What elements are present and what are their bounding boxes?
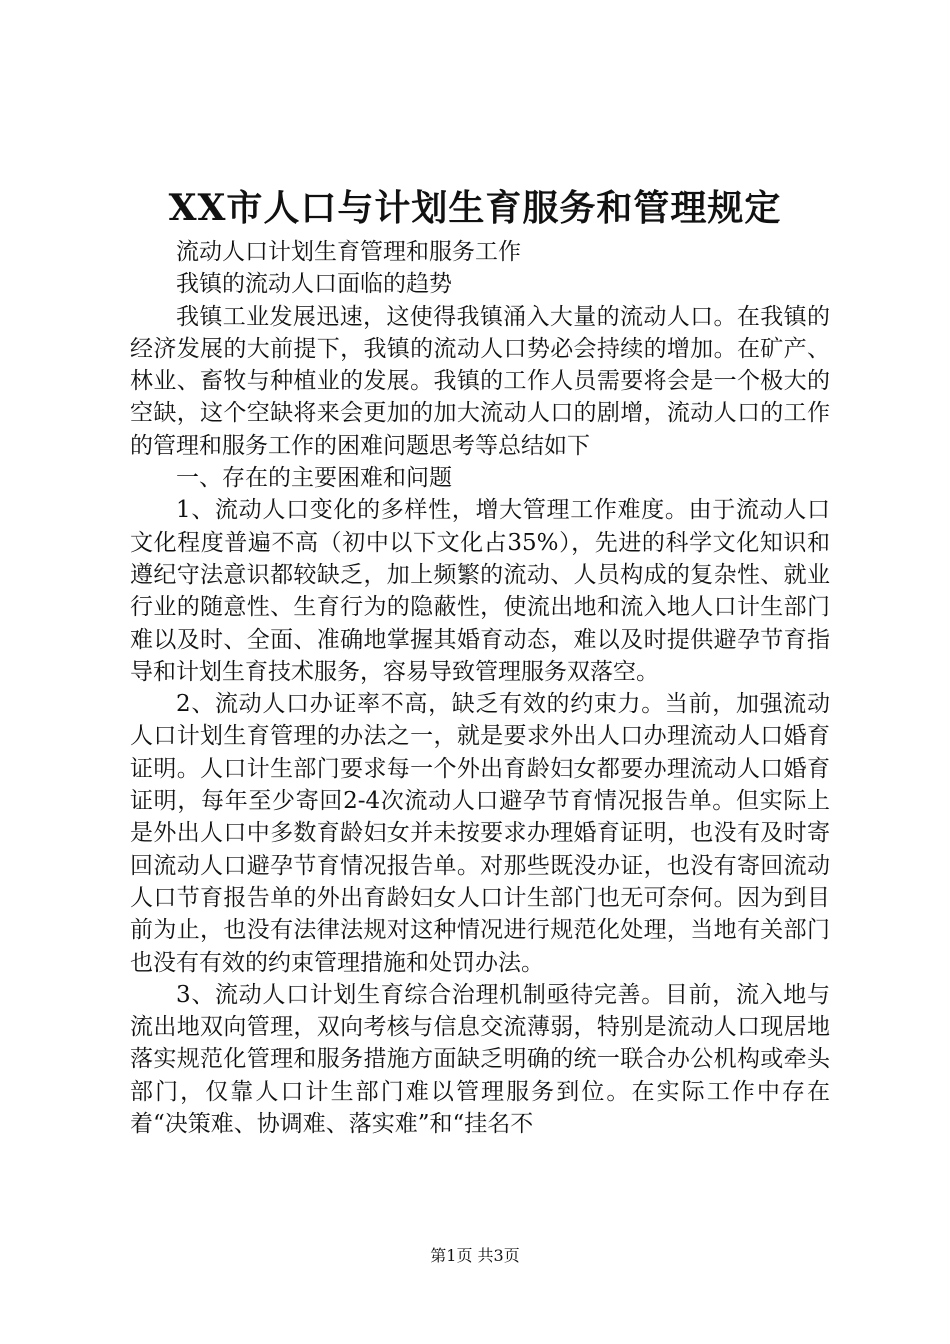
section-heading: 一、存在的主要困难和问题	[176, 465, 452, 492]
paragraph-subheading: 我镇的流动人口面临的趋势	[176, 271, 452, 298]
paragraph: 3、流动人口计划生育综合治理机制亟待完善。目前，流入地与流出地双向管理，双向考核与信息交流薄弱，特别是流动人口现居地落实规范化管理和服务措施方面缺乏明确的统一联合办公机构或牵头部门，仅靠人口计生部门难以管理服务到位。在实际工作中存在着“决策难、协调难、落实难”和“挂名不	[130, 981, 830, 1138]
document-body	[130, 236, 830, 1140]
paragraph: 1、流动人口变化的多样性，增大管理工作难度。由于流动人口文化程度普遍不高（初中以下文化占35%），先进的科学文化知识和遵纪守法意识都较缺乏，加上频繁的流动、人员构成的复杂性、就业行业的随意性、生育行为的隐蔽性，使流出地和流入地人口计生部门难以及时、全面、准确地掌握其婚育动态，难以及时提供避孕节育指导和计划生育技术服务，容易导致管理服务双落空。	[130, 497, 830, 685]
paragraph-subheading: 流动人口计划生育管理和服务工作	[176, 239, 521, 265]
paragraph: 2、流动人口办证率不高，缺乏有效的约束力。当前，加强流动人口计划生育管理的办法之一，就是要求外出人口办理流动人口婚育证明。人口计生部门要求每一个外出育龄妇女都要办理流动人口婚育证明，每年至少寄回2-4次流动人口避孕节育情况报告单。但实际上是外出人口中多数育龄妇女并未按要求办理婚育证明，也没有及时寄回流动人口避孕节育情况报告单。对那些既没办证，也没有寄回流动人口节育报告单的外出育龄妇女人口计生部门也无可奈何。因为到目前为止，也没有法律法规对这种情况进行规范化处理，当地有关部门也没有有效的约束管理措施和处罚办法。	[130, 691, 830, 976]
page-number-footer: 第1页 共3页	[430, 1246, 520, 1265]
paragraph: 我镇工业发展迅速，这使得我镇涌入大量的流动人口。在我镇的经济发展的大前提下，我镇的流动人口势必会持续的增加。在矿产、林业、畜牧与种植业的发展。我镇的工作人员需要将会是一个极大的空缺，这个空缺将来会更加的加大流动人口的剧增，流动人口的工作的管理和服务工作的困难问题思考等总结如下	[130, 303, 830, 459]
document-title: XX市人口与计划生育服务和管理规定	[168, 187, 782, 229]
